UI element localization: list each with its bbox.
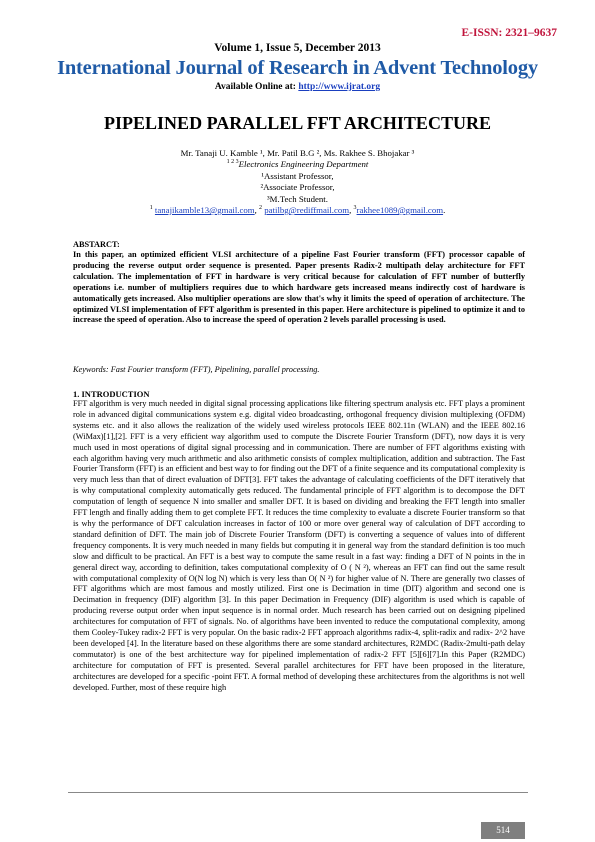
email-link-1[interactable]: tanajikamble13@gmail.com <box>154 205 255 216</box>
introduction-text <box>73 399 525 693</box>
available-label: Available Online at: <box>214 82 296 92</box>
keywords-label: Keywords: <box>73 365 109 374</box>
department <box>0 159 595 170</box>
author-role-1: ¹Assistant Professor, <box>261 170 334 181</box>
department-name: Electronics Engineering Department <box>238 159 369 170</box>
author-role-3: ³M.Tech Student. <box>267 193 328 204</box>
email-link-3[interactable]: rakhee1089@gmail.com <box>356 205 444 216</box>
author-names: Mr. Tanaji U. Kamble ¹, Mr. Patil B.G ², Ms. Rakhee S. Bhojakar ³ <box>180 148 415 158</box>
keywords-line <box>73 365 525 376</box>
author-role-2: ²Associate Professor, <box>260 182 335 193</box>
abstract-text: In this paper, an optimized efficient VLSI architecture of a pipeline Fast Fourier transform (FFT) processor capable of producing the reverse output order sequence is presented. Paper presents Radix-2 multipath delay architecture for FFT calculation. The implementation of FFT in hardware is very critical because for calculation of FFT number of butterfly operations i.e. number of multipliers requires due to which hardware gets increased means indirectly cost of hardware is automatically gets increased. Also multiplier operations are slow that's why it limits the speed of operation of architecture. The optimized VLSI implementation of FFT algorithm is presented in this paper. Here architecture is pipelined to optimize it and to increase the speed of operation. Also to increase the speed of operation 2 levels parallel processing is used. <box>73 250 525 325</box>
keywords-text: Fast Fourier transform (FFT), Pipelining, parallel processing. <box>110 365 320 374</box>
department-superscript: 1 2 3 <box>226 159 239 166</box>
journal-title: International Journal of Research in Advent Technology <box>57 57 538 79</box>
paper-title: PIPELINED PARALLEL FFT ARCHITECTURE <box>104 113 491 133</box>
availability-line <box>0 82 595 92</box>
abstract-heading: ABSTARCT: <box>73 240 120 249</box>
footer-divider <box>68 792 528 793</box>
issn-label: E-ISSN: 2321–9637 <box>461 27 557 39</box>
author-block <box>0 148 595 216</box>
page-number: 514 <box>481 822 525 839</box>
author-emails: $^1$ tanajikamble13@gmail.com, $^2$ patilbg@rediffmail.com, $^3$rakhee1089@gmail.com. <box>149 205 446 216</box>
introduction-paragraph: FFT algorithm is very much needed in digital signal processing applications like filtering spectrum analysis etc. FFT plays a prominent role in advanced digital communications system e.g. digital video broadcasting, orthogonal frequency division multiplexing (OFDM) systems etc. and it also allows the realization of the widely used wireless protocols IEEE 802.11n (WLAN) and the IEEE 802.16 (WiMax)[1],[2]. FFT is a very efficient way algorithm used to compute the Discrete Fourier Transform (DFT), now days it is very much used in most operations of digital signal processing and in communication. There are number of FFT algorithms existing with each algorithm having very much arithmetic and also arithmetic consists of complex multiplication, addition and subtraction. The Fast Fourier Transform (FFT) is an efficient and best way to for finding out the DFT of a finite sequence and its computational complexity is very much less than that of direct evaluation of DFT[3]. FFT takes the advantage of calculating coefficients of the DFT iteratively that is why computational complexity automatically gets reduced. The fundamental principle of FFT algorithm is to decompose the DFT computation of length of sequence N into smaller and smaller DFT. It is based on dividing and breaking the FFT length into smaller FFT length and finally adding them to get complete FFT. It reduces the time complexity to evaluate a discrete Fourier transform so that is why the performance of DFT calculation increases in factor of 100 or more over general way of calculation of DFT according to standard definition of DFT. The main job of Discrete Fourier Transform (DFT) is converting a sequence of values into of different frequency components. It is very much needed in many fields but computing it in general way from the standard definition is too much slow and difficult to be practical. An FFT is a best way to compute the same result in a fast way: finding a DFT of N points in the in general direct way, according to definition, takes computational complexity of O ( N ²), whereas an FFT can find out the same result with computational complexity of O(N log N) which is very less than O( N ²) for higher value of N. There are generally two classes of FFT algorithms which are most famous and mostly utilized. First one is Decimation in time (DIT) algorithm and second one is Decimation in frequency (DIF) algorithm [3]. In this paper Decimation in Frequency (DIF) algorithm is used which is capable of producing reverse output order when input sequence is in normal order. Much research has been carried out on designing pipelined architectures for computation of FFT of signals. No. of algorithms have been invented to reduce the computational complexity, among them Cooley-Tukey radix-2 FFT is very popular. On the basic radix-2 FFT approach algorithms radix-4, split-radix and radix- 2^2 have been developed [4]. In the literature based on these algorithms there are some standard architectures, R2MDC (Radix-2multi-path delay commutator) is one of the best architecture way for pipelined implementation of radix-2 FFT [5][6][7].In this Paper (R2MDC) architecture for computation of FFT is presented. Several parallel architectures for FFT have been proposed in the literature, architectures are developed for a specific -point FFT. A formal method of developing these architectures from the algorithms is not well developed. Further, most of these require high <box>73 399 525 692</box>
volume-issue: Volume 1, Issue 5, December 2013 <box>214 42 381 54</box>
email-link-2[interactable]: patilbg@rediffmail.com <box>264 205 350 216</box>
section-heading-introduction: 1. INTRODUCTION <box>73 389 150 399</box>
journal-url-link[interactable]: http://www.ijrat.org <box>298 82 381 92</box>
